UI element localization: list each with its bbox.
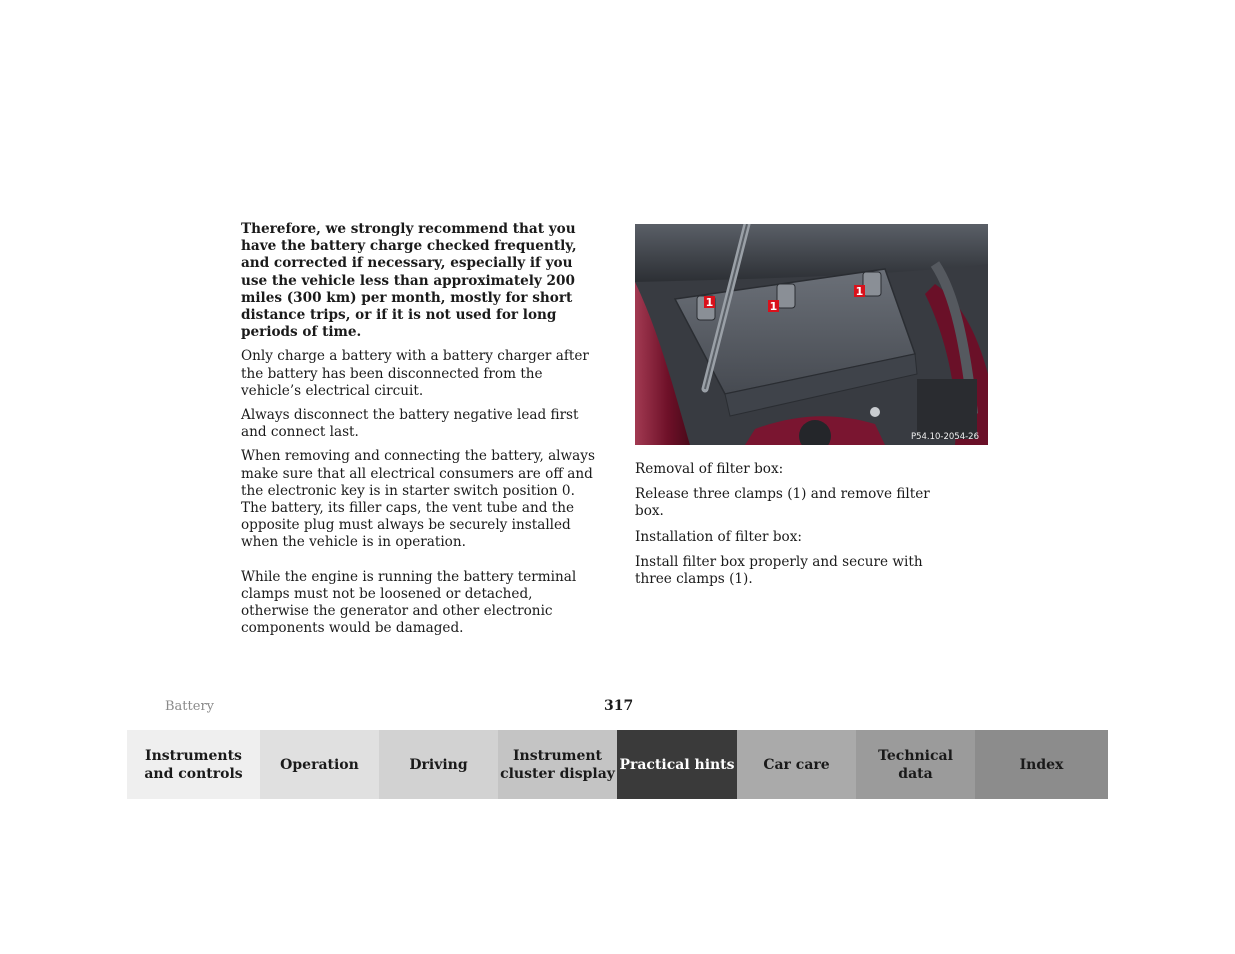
tab-label: Driving xyxy=(409,756,468,773)
tab-car-care[interactable] xyxy=(737,730,856,799)
tab-instruments-and-controls[interactable] xyxy=(127,730,260,799)
tab-operation[interactable] xyxy=(260,730,379,799)
tab-index[interactable] xyxy=(975,730,1108,799)
tab-label: Instruments and controls xyxy=(144,747,243,782)
tab-label: Car care xyxy=(763,756,830,773)
page-number: 317 xyxy=(604,698,634,714)
charging-paragraph: Only charge a battery with a battery charger after the battery has been disconnected from the vehicle’s electrical circuit. xyxy=(241,348,589,399)
removal-instruction: Release three clamps (1) and remove filter box. xyxy=(635,486,930,520)
engine-running-paragraph: While the engine is running the battery terminal clamps must not be loosened or detached, otherwise the generator and other electronic components would be damaged. xyxy=(241,568,577,637)
removal-safety-paragraph: When removing and connecting the battery, always make sure that all electrical consumers are off and the electronic key is in starter switch position 0. The battery, its filler caps, the vent tube and the opposite plug must always be securely installed when the vehicle is in operation. xyxy=(241,448,595,551)
callout-1a xyxy=(704,296,715,309)
callout-1c xyxy=(854,285,865,298)
svg-text:1: 1 xyxy=(855,285,864,298)
tab-label: Operation xyxy=(280,756,359,773)
warning-paragraph: Therefore, we strongly recommend that you have the battery charge checked frequently, and corrected if necessary, especially if you use the vehicle less than approximately 200 miles (300 km) per month, mostly for short distance trips, or if it is not used for long periods of time. xyxy=(241,221,577,341)
removal-heading: Removal of filter box: xyxy=(635,461,784,477)
filter-box-illustration xyxy=(635,224,988,445)
tab-label: Practical hints xyxy=(619,756,735,773)
right-column xyxy=(635,461,955,596)
svg-text:1: 1 xyxy=(705,296,714,309)
installation-heading: Installation of filter box: xyxy=(635,528,802,545)
tab-driving[interactable] xyxy=(379,730,498,799)
engine-bay-drawing xyxy=(635,224,988,445)
tab-technical-data[interactable] xyxy=(856,730,975,799)
disconnect-paragraph: Always disconnect the battery negative lead first and connect last. xyxy=(241,407,579,441)
tab-label: Instrument cluster display xyxy=(500,747,615,782)
installation-instruction: Install filter box properly and secure with three clamps (1). xyxy=(635,553,923,588)
tab-instrument-cluster-display[interactable] xyxy=(498,730,617,799)
tab-label: Index xyxy=(1019,756,1064,773)
tab-practical-hints[interactable] xyxy=(617,730,737,799)
svg-text:1: 1 xyxy=(769,300,778,313)
callout-1b xyxy=(768,300,779,313)
left-column xyxy=(241,221,603,644)
section-title: Battery xyxy=(165,699,215,714)
chapter-nav xyxy=(127,730,1108,799)
figure-code: P54.10-2054-26 xyxy=(910,432,979,442)
tab-label: Technical data xyxy=(878,747,953,782)
